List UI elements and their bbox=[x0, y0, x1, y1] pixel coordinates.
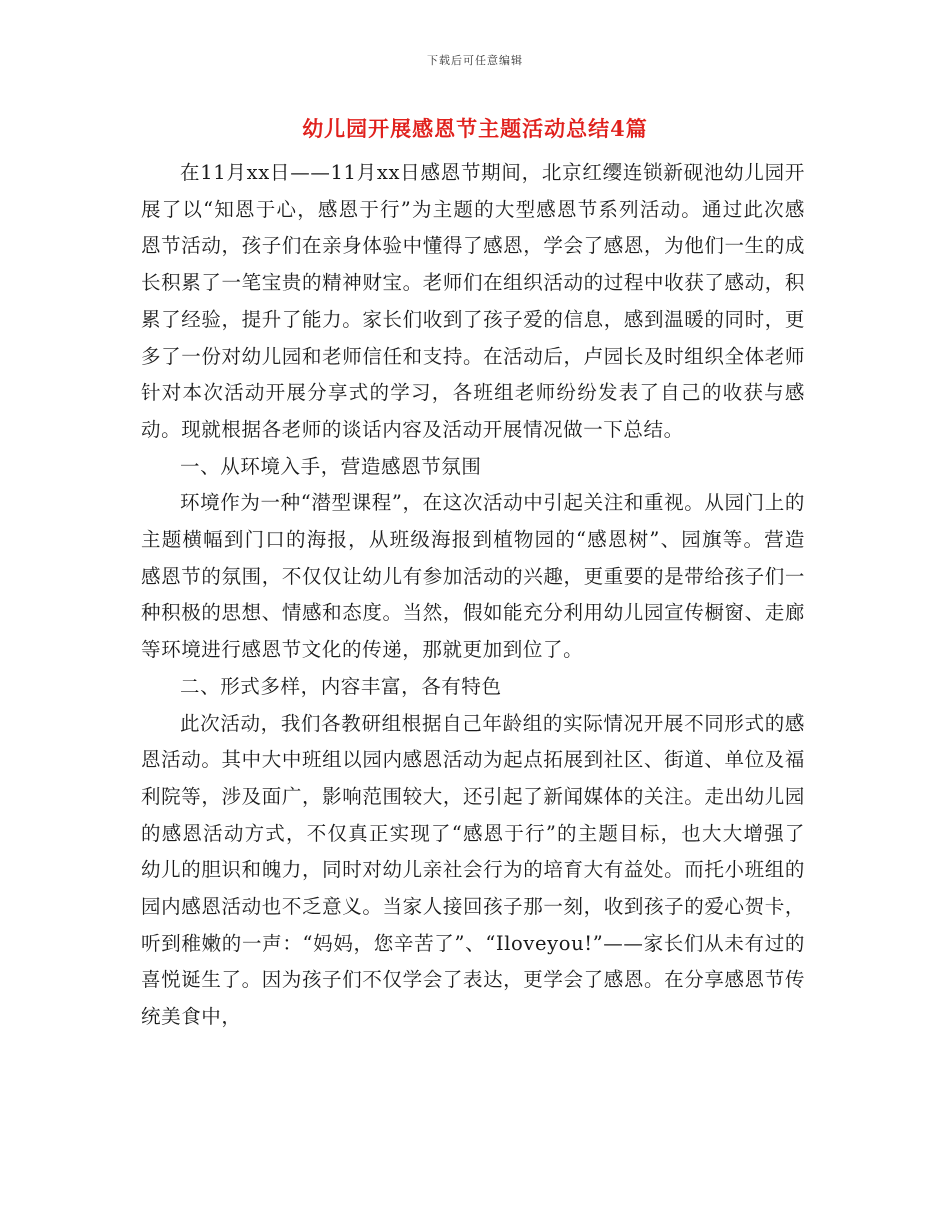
document-body bbox=[141, 155, 805, 1036]
paragraph-environment: 环境作为一种“潜型课程”，在这次活动中引起关注和重视。从园门上的主题横幅到门口的海报，从班级海报到植物园的“感恩树”、园旗等。营造感恩节的氛围，不仅仅让幼儿有参加活动的兴趣，更重要的是带给孩子们一种积极的思想、情感和态度。当然，假如能充分利用幼儿园宣传橱窗、走廊等环境进行感恩节文化的传递，那就更加到位了。 bbox=[141, 491, 805, 662]
header-note: 下载后可任意编辑 bbox=[427, 54, 523, 67]
paragraph-intro: 在11月xx日——11月xx日感恩节期间，北京红缨连锁新砚池幼儿园开展了以“知恩于心，感恩于行”为主题的大型感恩节系列活动。通过此次感恩节活动，孩子们在亲身体验中懂得了感恩，学会了感恩，为他们一生的成长积累了一笔宝贵的精神财宝。老师们在组织活动的过程中收获了感动，积累了经验，提升了能力。家长们收到了孩子爱的信息，感到温暖的同时，更多了一份对幼儿园和老师信任和支持。在活动后，卢园长及时组织全体老师针对本次活动开展分享式的学习，各班组老师纷纷发表了自己的收获与感动。现就根据各老师的谈话内容及活动开展情况做一下总结。 bbox=[141, 161, 805, 441]
section-heading-1: 一、从环境入手，营造感恩节氛围 bbox=[180, 454, 482, 478]
paragraph-activities: 此次活动，我们各教研组根据自己年龄组的实际情况开展不同形式的感恩活动。其中大中班组以园内感恩活动为起点拓展到社区、街道、单位及福利院等，涉及面广，影响范围较大，还引起了新闻媒体的关注。走出幼儿园的感恩活动方式，不仅真正实现了“感恩于行”的主题目标，也大大增强了幼儿的胆识和魄力，同时对幼儿亲社会行为的培育大有益处。而托小班组的园内感恩活动也不乏意义。当家人接回孩子那一刻，收到孩子的爱心贺卡，听到稚嫩的一声：“妈妈，您辛苦了”、“Iloveyou!”——家长们从未有过的喜悦诞生了。因为孩子们不仅学会了表达，更学会了感恩。在分享感恩节传统美食中， bbox=[141, 711, 805, 1029]
section-heading-2: 二、形式多样，内容丰富，各有特色 bbox=[180, 674, 502, 698]
document-title: 幼儿园开展感恩节主题活动总结4篇 bbox=[302, 116, 648, 141]
